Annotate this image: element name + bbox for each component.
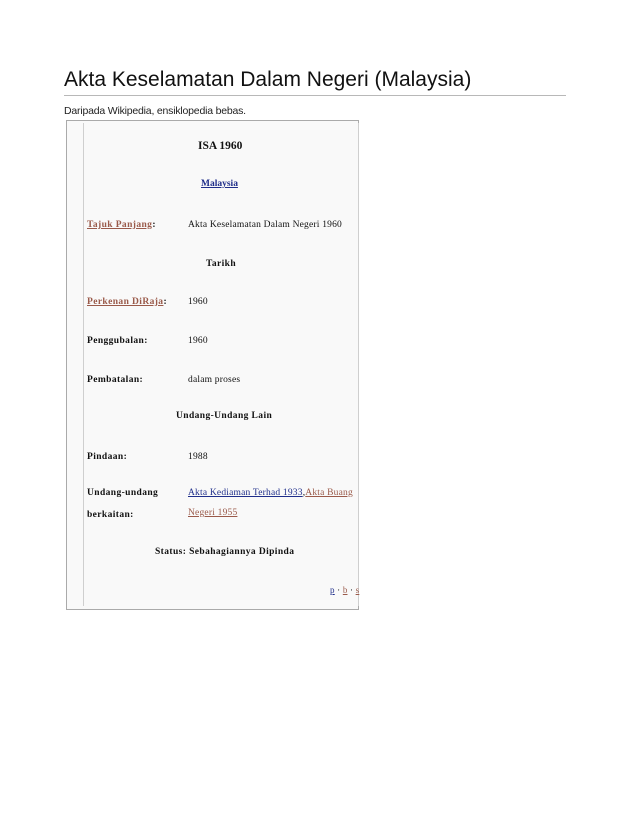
infobox-inner [83, 123, 359, 606]
status-text: Status: Sebahagiannya Dipinda [155, 547, 295, 557]
related-label-line2: berkaitan: [87, 510, 134, 520]
long-title-value: Akta Keselamatan Dalam Negeri 1960 [188, 220, 342, 230]
long-title-link[interactable]: Tajuk Panjang [87, 220, 153, 230]
nav-talk-link[interactable]: b [342, 585, 348, 595]
related-label-line1: Undang-undang [87, 488, 159, 498]
royal-assent-value: 1960 [188, 297, 208, 307]
long-title-label: Tajuk Panjang: [87, 220, 156, 230]
dates-heading: Tarikh [206, 259, 237, 269]
royal-assent-link[interactable]: Perkenan DiRaja [87, 297, 164, 307]
nav-edit-link[interactable]: s [355, 585, 360, 595]
nav-view-link[interactable]: p [330, 585, 335, 595]
related-link-banishment-part2[interactable]: Negeri 1955 [188, 508, 238, 518]
related-laws-line2 [188, 508, 237, 518]
infobox [66, 120, 359, 610]
country-link[interactable]: Malaysia [201, 179, 238, 189]
navbox-links: p · b · s [330, 585, 360, 595]
other-laws-heading: Undang-Undang Lain [176, 411, 273, 421]
related-link-banishment-part1[interactable]: Akta Buang [305, 488, 353, 498]
repeal-label: Pembatalan: [87, 375, 144, 385]
infobox-title: ISA 1960 [198, 140, 243, 152]
repeal-value: dalam proses [188, 375, 241, 385]
related-link-restricted-residence[interactable]: Akta Kediaman Terhad 1933 [188, 488, 303, 498]
enactment-value: 1960 [188, 336, 208, 346]
enactment-label: Penggubalan: [87, 336, 148, 346]
related-laws-line1: Akta Kediaman Terhad 1933,Akta Buang [188, 488, 353, 498]
royal-assent-label: Perkenan DiRaja: [87, 297, 168, 307]
page-title: Akta Keselamatan Dalam Negeri (Malaysia) [64, 68, 566, 96]
amendment-label: Pindaan: [87, 452, 128, 462]
page-subtitle: Daripada Wikipedia, ensiklopedia bebas. [64, 105, 246, 117]
amendment-value: 1988 [188, 452, 208, 462]
